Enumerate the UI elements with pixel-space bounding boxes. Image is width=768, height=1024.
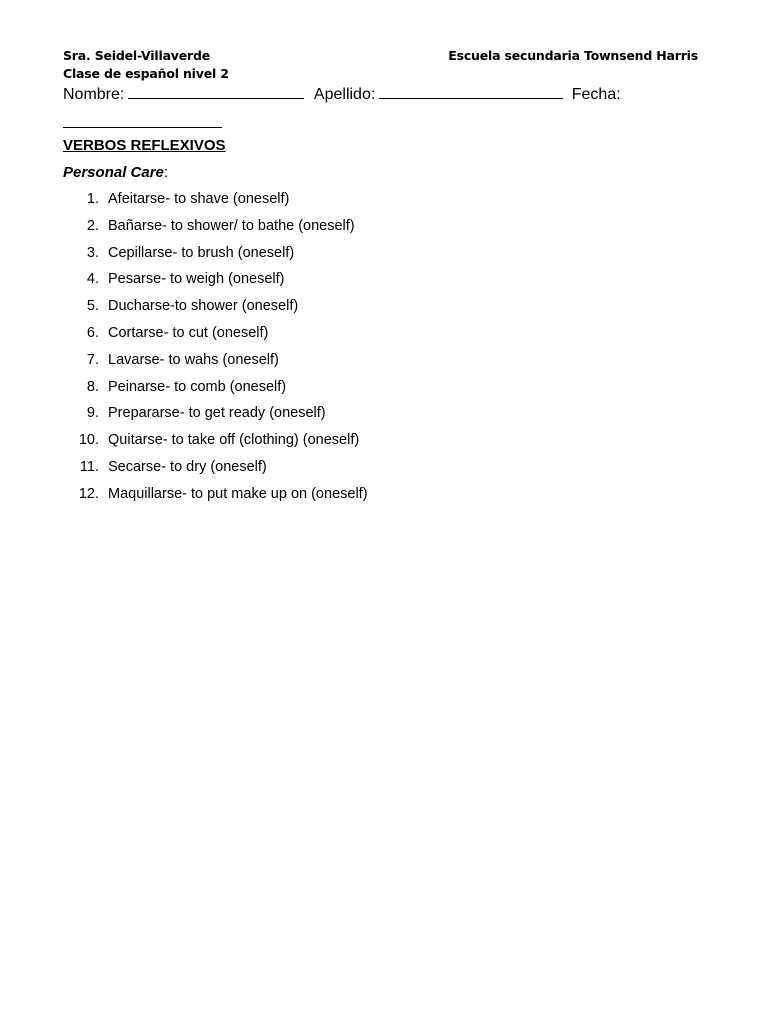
category-colon: : xyxy=(163,164,169,181)
apellido-label: Apellido: xyxy=(313,86,376,103)
nombre-blank xyxy=(128,84,304,99)
verb-text: Maquillarse- to put make up on (oneself) xyxy=(108,485,368,502)
verb-number: 6. xyxy=(86,324,99,341)
verb-item xyxy=(63,351,279,379)
verb-text: Quitarse- to take off (clothing) (oneself) xyxy=(108,432,360,449)
verb-item xyxy=(63,324,269,352)
fecha-blank xyxy=(63,112,222,128)
verb-text: Lavarse- to wahs (oneself) xyxy=(108,351,279,368)
verb-text: Cepillarse- to brush (oneself) xyxy=(108,244,295,261)
verb-item xyxy=(63,432,360,459)
verb-number: 9. xyxy=(86,405,99,422)
verb-text: Secarse- to dry (oneself) xyxy=(108,458,267,475)
section-title: VERBOS REFLEXIVOS xyxy=(63,137,226,154)
verb-item xyxy=(63,217,355,245)
verb-item xyxy=(63,485,368,513)
verb-text: Afeitarse- to shave (oneself) xyxy=(108,191,290,207)
verb-item xyxy=(63,405,326,432)
verb-item xyxy=(63,271,285,298)
verb-item xyxy=(63,298,299,325)
verb-number: 2. xyxy=(86,217,99,234)
verb-number: 10. xyxy=(78,432,99,449)
verb-number: 3. xyxy=(86,244,99,261)
verb-text: Ducharse-to shower (oneself) xyxy=(108,298,299,315)
verb-number: 4. xyxy=(86,271,99,288)
verb-item xyxy=(63,378,287,406)
nombre-label: Nombre: xyxy=(63,86,125,103)
apellido-blank xyxy=(379,84,563,99)
verb-item xyxy=(63,191,290,218)
verb-number: 8. xyxy=(86,378,99,395)
verb-number: 5. xyxy=(86,298,99,315)
verb-number: 7. xyxy=(86,351,99,368)
verb-list xyxy=(63,191,368,513)
verb-text: Pesarse- to weigh (oneself) xyxy=(108,271,285,288)
teacher-name: Sra. Seidel-Villaverde xyxy=(63,48,211,63)
category-label: Personal Care xyxy=(63,164,164,181)
verb-number: 12. xyxy=(78,485,99,502)
verb-text: Peinarse- to comb (oneself) xyxy=(108,378,287,395)
category-heading xyxy=(63,164,168,181)
verb-text: Bañarse- to shower/ to bathe (oneself) xyxy=(108,217,355,234)
school-name: Escuela secundaria Townsend Harris xyxy=(448,48,698,63)
fecha-label: Fecha: xyxy=(571,86,621,103)
class-level: Clase de español nivel 2 xyxy=(63,66,229,81)
verb-item xyxy=(63,458,267,486)
verb-number: 1. xyxy=(86,191,99,207)
student-info-line xyxy=(63,84,621,104)
verb-text: Cortarse- to cut (oneself) xyxy=(108,324,269,341)
verb-text: Prepararse- to get ready (oneself) xyxy=(108,405,326,422)
verb-number: 11. xyxy=(79,458,99,475)
verb-item xyxy=(63,244,295,272)
